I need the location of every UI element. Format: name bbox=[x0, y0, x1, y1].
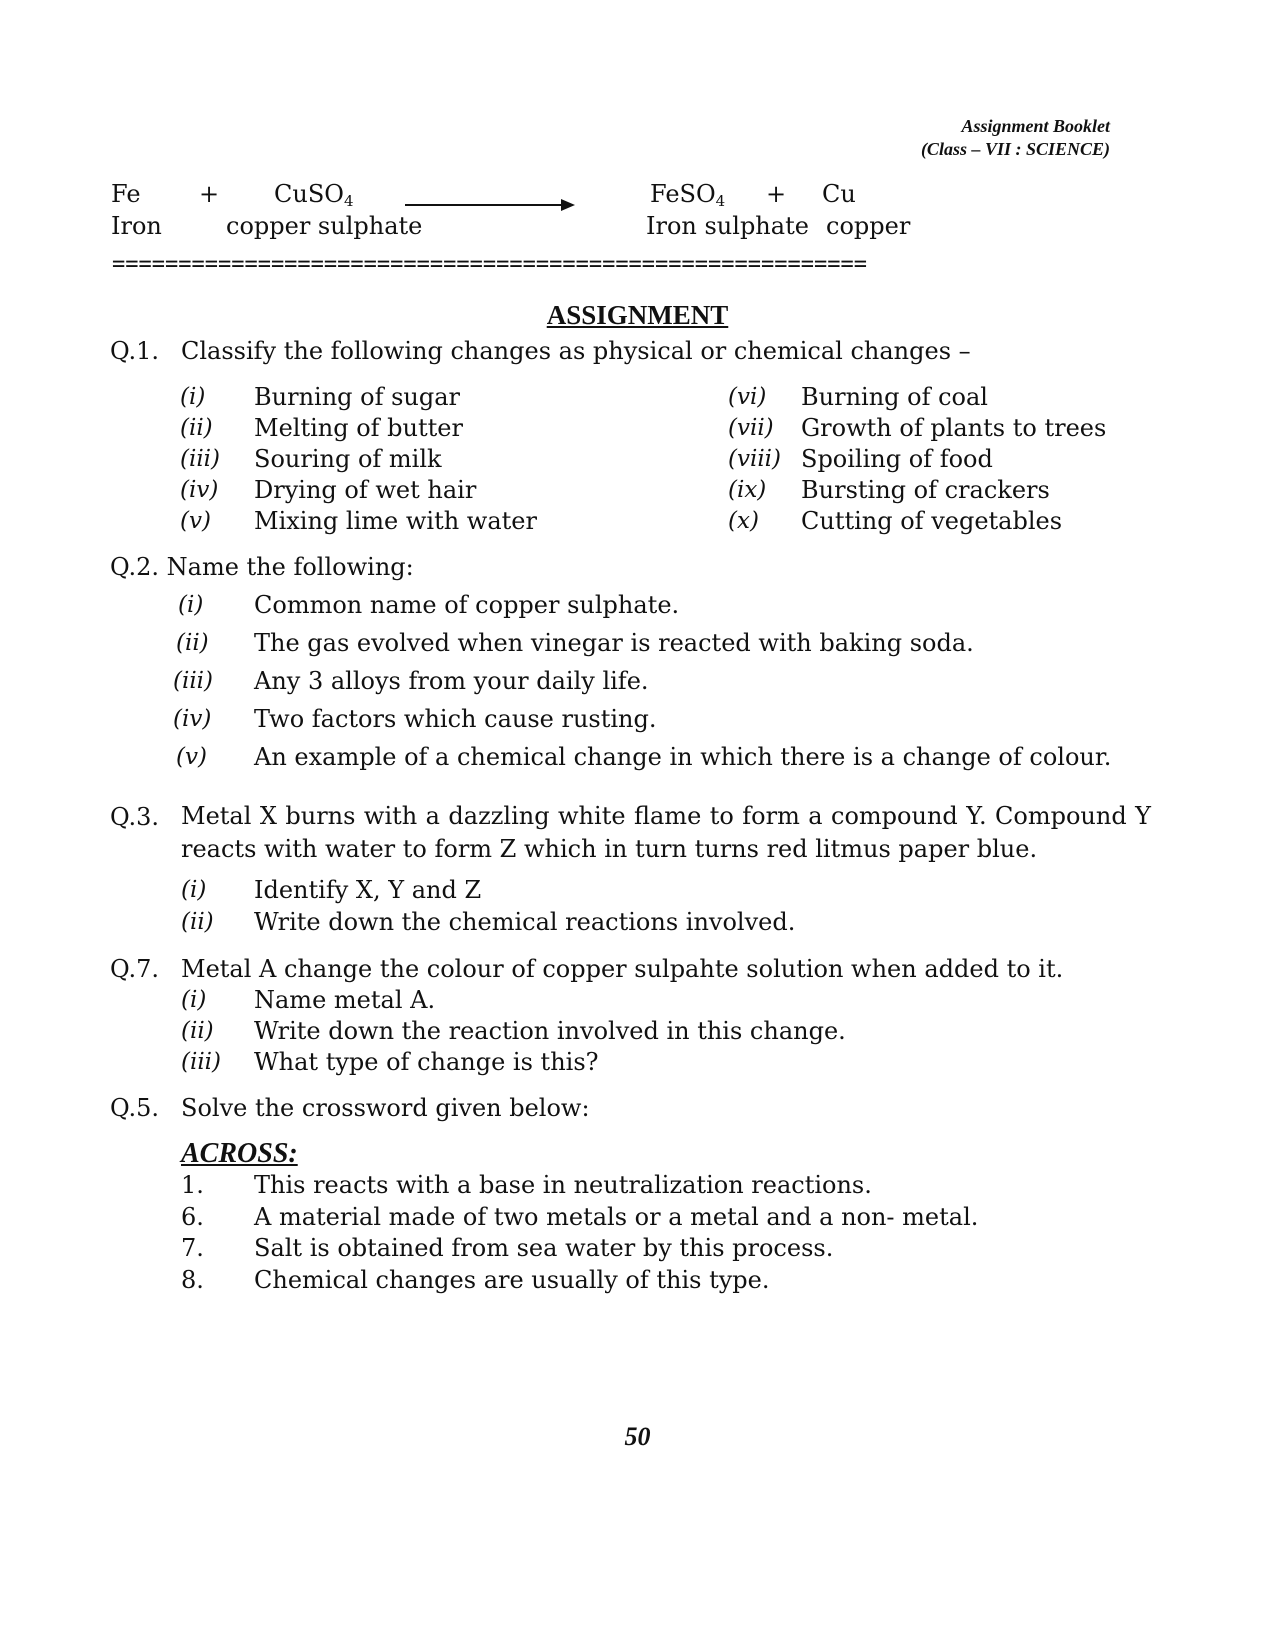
q5-number: Q.5. bbox=[110, 1094, 160, 1122]
across-heading: ACROSS: bbox=[181, 1138, 298, 1169]
across-clue: Chemical changes are usually of this type. bbox=[254, 1266, 770, 1294]
q3-item: Identify X, Y and Z bbox=[254, 876, 482, 904]
q1-number: Q.1. bbox=[110, 337, 160, 365]
q3-text: Metal X burns with a dazzling white flame to form a compound Y. Compound Y reacts with water to form Z which in turn turns red litmus paper blue. bbox=[181, 802, 1151, 863]
q1-item: Spoiling of food bbox=[801, 445, 993, 473]
q2-text: Q.2. Name the following: bbox=[110, 553, 414, 581]
q7-text: Metal A change the colour of copper sulpahte solution when added to it. bbox=[181, 955, 1064, 983]
q1-item: Burning of coal bbox=[801, 383, 988, 411]
q3-item: Write down the chemical reactions involved. bbox=[254, 908, 796, 936]
q2-item-num: (iii) bbox=[173, 668, 214, 694]
name-copper-sulphate: copper sulphate bbox=[226, 212, 423, 240]
section-title: ASSIGNMENT bbox=[546, 300, 729, 330]
q1-item: Bursting of crackers bbox=[801, 476, 1050, 504]
reaction-arrow-icon bbox=[405, 198, 575, 212]
q1-item-num: (ix) bbox=[728, 477, 767, 503]
across-clue: A material made of two metals or a metal and a non- metal. bbox=[254, 1203, 979, 1231]
q1-item-num: (iv) bbox=[180, 477, 219, 503]
across-clue-number: 7. bbox=[181, 1234, 204, 1262]
q7-item-num: (i) bbox=[181, 987, 207, 1013]
q1-item-num: (iii) bbox=[180, 446, 221, 472]
q1-item: Cutting of vegetables bbox=[801, 507, 1063, 535]
reactant-cuso4: CuSO$_4$ bbox=[274, 180, 354, 210]
across-clue-number: 6. bbox=[181, 1203, 204, 1231]
q7-item-num: (ii) bbox=[181, 1018, 214, 1044]
booklet-title: Assignment Booklet bbox=[961, 116, 1110, 136]
q1-item: Mixing lime with water bbox=[254, 507, 537, 535]
q3-number: Q.3. bbox=[110, 803, 160, 831]
separator-rule: ========================================================= bbox=[112, 252, 867, 277]
product-cu: Cu bbox=[822, 180, 856, 208]
q1-item-num: (x) bbox=[728, 508, 759, 534]
reactant-fe: Fe bbox=[111, 180, 141, 208]
plus-sign: + bbox=[199, 180, 220, 208]
q2-item-num: (v) bbox=[176, 744, 207, 770]
across-clue: This reacts with a base in neutralization reactions. bbox=[254, 1171, 872, 1199]
q2-item-num: (iv) bbox=[173, 706, 212, 732]
q2-item: The gas evolved when vinegar is reacted with baking soda. bbox=[254, 629, 974, 657]
q1-item-num: (v) bbox=[180, 508, 211, 534]
name-iron-sulphate: Iron sulphate bbox=[646, 212, 809, 240]
q1-item-num: (viii) bbox=[728, 446, 782, 472]
q7-number: Q.7. bbox=[110, 955, 160, 983]
q7-item-num: (iii) bbox=[181, 1049, 222, 1075]
q3-item-num: (ii) bbox=[181, 909, 214, 935]
q1-item-num: (vi) bbox=[728, 384, 767, 410]
name-copper: copper bbox=[826, 212, 911, 240]
q2-item: An example of a chemical change in which there is a change of colour. bbox=[254, 743, 1112, 771]
across-clue: Salt is obtained from sea water by this process. bbox=[254, 1234, 834, 1262]
q5-text: Solve the crossword given below: bbox=[181, 1094, 590, 1122]
across-clue-number: 8. bbox=[181, 1266, 204, 1294]
q2-item: Common name of copper sulphate. bbox=[254, 591, 680, 619]
plus-sign: + bbox=[766, 180, 787, 208]
q1-text: Classify the following changes as physical or chemical changes – bbox=[181, 337, 971, 365]
class-subject: (Class – VII : SCIENCE) bbox=[920, 139, 1110, 159]
q1-item-num: (vii) bbox=[728, 415, 774, 441]
q2-item-num: (ii) bbox=[176, 630, 209, 656]
page-number: 50 bbox=[624, 1422, 651, 1451]
q7-item: Name metal A. bbox=[254, 986, 436, 1014]
q1-item: Drying of wet hair bbox=[254, 476, 477, 504]
q1-item-num: (ii) bbox=[180, 415, 213, 441]
q1-item-num: (i) bbox=[180, 384, 206, 410]
q3-item-num: (i) bbox=[181, 877, 207, 903]
product-feso4: FeSO$_4$ bbox=[650, 180, 726, 210]
q2-item: Two factors which cause rusting. bbox=[254, 705, 657, 733]
across-clue-number: 1. bbox=[181, 1171, 204, 1199]
q7-item: Write down the reaction involved in this change. bbox=[254, 1017, 846, 1045]
q1-item: Burning of sugar bbox=[254, 383, 461, 411]
q2-item-num: (i) bbox=[178, 592, 204, 618]
q7-item: What type of change is this? bbox=[254, 1048, 599, 1076]
q1-item: Melting of butter bbox=[254, 414, 463, 442]
name-iron: Iron bbox=[111, 212, 162, 240]
q2-item: Any 3 alloys from your daily life. bbox=[254, 667, 649, 695]
q1-item: Growth of plants to trees bbox=[801, 414, 1107, 442]
q1-item: Souring of milk bbox=[254, 445, 442, 473]
